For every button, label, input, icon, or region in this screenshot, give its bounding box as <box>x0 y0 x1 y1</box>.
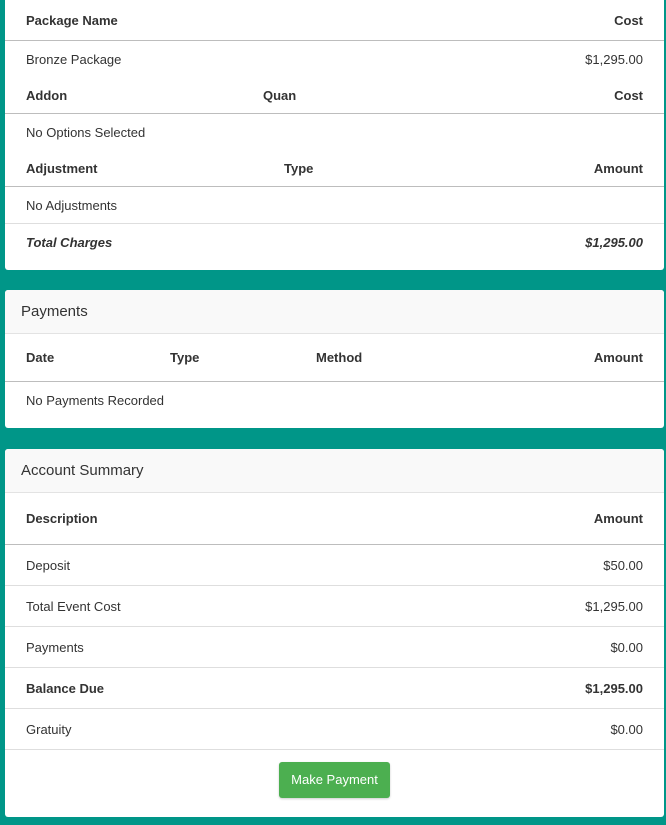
summary-row-deposit <box>5 544 664 585</box>
summary-row-total-event-cost <box>5 585 664 626</box>
addon-header: Addon <box>26 87 68 103</box>
addon-empty-text: No Options Selected <box>26 124 146 140</box>
payments-type-header: Type <box>170 350 200 365</box>
summary-description-header: Description <box>26 511 98 526</box>
adjustment-type-header: Type <box>284 160 314 176</box>
summary-row-value: $0.00 <box>610 639 643 655</box>
package-header-row <box>5 0 664 40</box>
summary-row-label: Gratuity <box>26 721 72 737</box>
package-name: Bronze Package <box>26 51 122 67</box>
payments-empty-row <box>5 381 664 418</box>
payments-title: Payments <box>5 290 664 334</box>
adjustment-amount-header: Amount <box>593 160 643 176</box>
total-charges-value: $1,295.00 <box>585 234 643 250</box>
payments-date-header: Date <box>26 350 55 365</box>
total-charges-row <box>5 223 664 260</box>
summary-row-value: $1,295.00 <box>585 680 643 696</box>
summary-amount-header: Amount <box>593 511 643 526</box>
payments-panel <box>5 290 664 428</box>
package-cost-header: Cost <box>614 12 643 28</box>
addon-cost-header: Cost <box>614 87 643 103</box>
package-row <box>5 40 664 77</box>
account-summary-panel <box>5 449 664 817</box>
make-payment-button[interactable]: Make Payment <box>279 762 390 798</box>
summary-row-value: $0.00 <box>610 721 643 737</box>
summary-row-label: Total Event Cost <box>26 598 121 614</box>
payments-method-header: Method <box>316 350 363 365</box>
payments-header-row <box>5 334 664 381</box>
addon-header-row <box>5 77 664 113</box>
summary-row-value: $50.00 <box>603 557 643 573</box>
adjustment-header: Adjustment <box>26 160 98 176</box>
adjustment-empty-row <box>5 186 664 223</box>
quan-header: Quan <box>263 87 297 103</box>
total-charges-label: Total Charges <box>26 234 113 250</box>
account-summary-title: Account Summary <box>5 449 664 493</box>
summary-row-value: $1,295.00 <box>585 598 643 614</box>
payments-empty-text: No Payments Recorded <box>26 392 165 408</box>
summary-row-balance-due <box>5 667 664 708</box>
package-cost: $1,295.00 <box>585 51 643 67</box>
summary-row-label: Balance Due <box>26 680 105 696</box>
payments-amount-header: Amount <box>593 350 643 365</box>
summary-row-label: Payments <box>26 639 84 655</box>
make-payment-container <box>5 749 664 809</box>
summary-row-payments <box>5 626 664 667</box>
summary-row-label: Deposit <box>26 557 71 573</box>
addon-empty-row <box>5 113 664 150</box>
adjustment-header-row <box>5 150 664 186</box>
charges-panel <box>5 0 664 270</box>
summary-row-gratuity <box>5 708 664 749</box>
adjustment-empty-text: No Adjustments <box>26 197 118 213</box>
package-name-header: Package Name <box>26 12 118 28</box>
summary-header-row <box>5 493 664 544</box>
